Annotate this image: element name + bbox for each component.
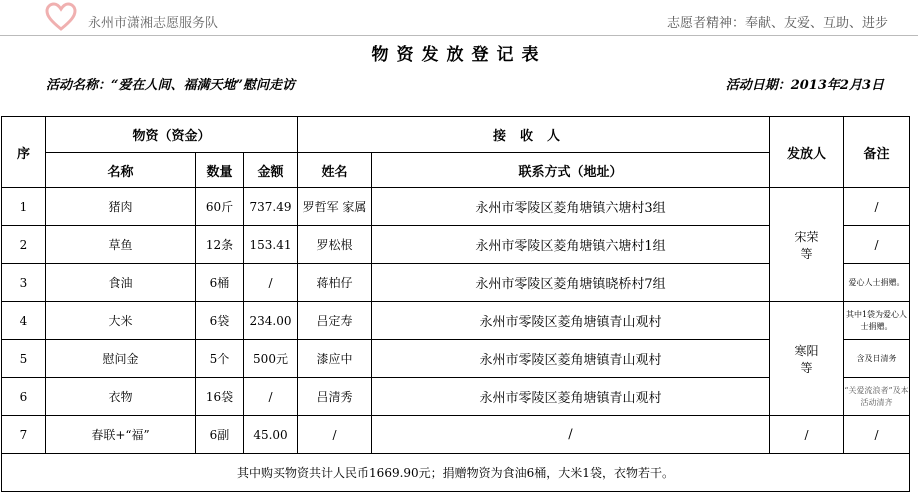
- header-qty: 数量: [196, 153, 244, 188]
- activity-date: 活动日期：2013年2月3日: [725, 78, 884, 93]
- row-item: 春联+“福”: [46, 416, 196, 454]
- row-person: 罗松根: [298, 226, 372, 264]
- row-item: 食油: [46, 264, 196, 302]
- row-qty: 12条: [196, 226, 244, 264]
- row-qty: 6副: [196, 416, 244, 454]
- row-seq: 3: [2, 264, 46, 302]
- row-amount: 234.00: [244, 302, 298, 340]
- table-row: [2, 416, 910, 454]
- row-person: 漆应中: [298, 340, 372, 378]
- row-item: 草鱼: [46, 226, 196, 264]
- row-remark: 其中1袋为爱心人士捐赠。: [844, 302, 910, 340]
- row-amount: /: [244, 378, 298, 416]
- row-amount: 737.49: [244, 188, 298, 226]
- row-item: 衣物: [46, 378, 196, 416]
- org-name: 永州市潇湘志愿服务队: [88, 16, 219, 31]
- row-amount: /: [244, 264, 298, 302]
- document-title: 物资发放登记表: [371, 45, 547, 65]
- header-goods: 物资（资金）: [46, 117, 298, 153]
- summary-text: 其中购买物资共计人民币1669.90元；捐赠物资为食油6桶，大米1袋，衣物若干。: [2, 454, 910, 492]
- table-row: [2, 302, 910, 340]
- row-amount: 45.00: [244, 416, 298, 454]
- row-remark: /: [844, 416, 910, 454]
- row-seq: 4: [2, 302, 46, 340]
- header-remarks: 备注: [844, 117, 910, 188]
- page-header: [0, 0, 918, 36]
- table-row: [2, 188, 910, 226]
- row-amount: 500元: [244, 340, 298, 378]
- header-distributor: 发放人: [770, 117, 844, 188]
- header-person: 姓名: [298, 153, 372, 188]
- row-person: 吕定寿: [298, 302, 372, 340]
- row-remark: 含及日清务: [844, 340, 910, 378]
- row-qty: 16袋: [196, 378, 244, 416]
- distributor-group-2: 寒阳等: [770, 302, 844, 416]
- row-qty: 60斤: [196, 188, 244, 226]
- row-distributor: /: [770, 416, 844, 454]
- heart-logo-icon: [45, 2, 77, 32]
- header-receiver: 接收人: [298, 117, 770, 153]
- row-seq: 2: [2, 226, 46, 264]
- row-person: 罗哲军 家属: [298, 188, 372, 226]
- row-seq: 6: [2, 378, 46, 416]
- header-amount: 金额: [244, 153, 298, 188]
- row-qty: 6袋: [196, 302, 244, 340]
- row-contact: /: [372, 416, 770, 454]
- row-contact: 永州市零陵区菱角塘镇青山观村: [372, 378, 770, 416]
- row-contact: 永州市零陵区菱角塘镇六塘村3组: [372, 188, 770, 226]
- row-qty: 6桶: [196, 264, 244, 302]
- row-seq: 7: [2, 416, 46, 454]
- header-seq: 序: [2, 117, 46, 188]
- distribution-table: [1, 116, 910, 492]
- distributor-group-1: 宋荣等: [770, 188, 844, 302]
- row-seq: 5: [2, 340, 46, 378]
- row-person: 蒋柏仔: [298, 264, 372, 302]
- activity-name: 活动名称：“爱在人间、福满天地”慰问走访: [46, 78, 295, 93]
- volunteer-motto: 志愿者精神：奉献、友爱、互助、进步: [666, 16, 888, 31]
- row-contact: 永州市零陵区菱角塘镇青山观村: [372, 302, 770, 340]
- row-qty: 5个: [196, 340, 244, 378]
- row-person: /: [298, 416, 372, 454]
- row-contact: 永州市零陵区菱角塘镇青山观村: [372, 340, 770, 378]
- row-seq: 1: [2, 188, 46, 226]
- row-remark: “关爱流浪者”及本活动清齐: [844, 378, 910, 416]
- header-divider: [0, 35, 918, 36]
- row-contact: 永州市零陵区菱角塘镇晓桥村7组: [372, 264, 770, 302]
- row-remark: 爱心人士捐赠。: [844, 264, 910, 302]
- header-contact: 联系方式（地址）: [372, 153, 770, 188]
- row-contact: 永州市零陵区菱角塘镇六塘村1组: [372, 226, 770, 264]
- row-amount: 153.41: [244, 226, 298, 264]
- header-item-name: 名称: [46, 153, 196, 188]
- row-remark: /: [844, 188, 910, 226]
- row-item: 慰问金: [46, 340, 196, 378]
- row-item: 大米: [46, 302, 196, 340]
- row-item: 猪肉: [46, 188, 196, 226]
- row-remark: /: [844, 226, 910, 264]
- summary-row: [2, 454, 910, 492]
- row-person: 吕清秀: [298, 378, 372, 416]
